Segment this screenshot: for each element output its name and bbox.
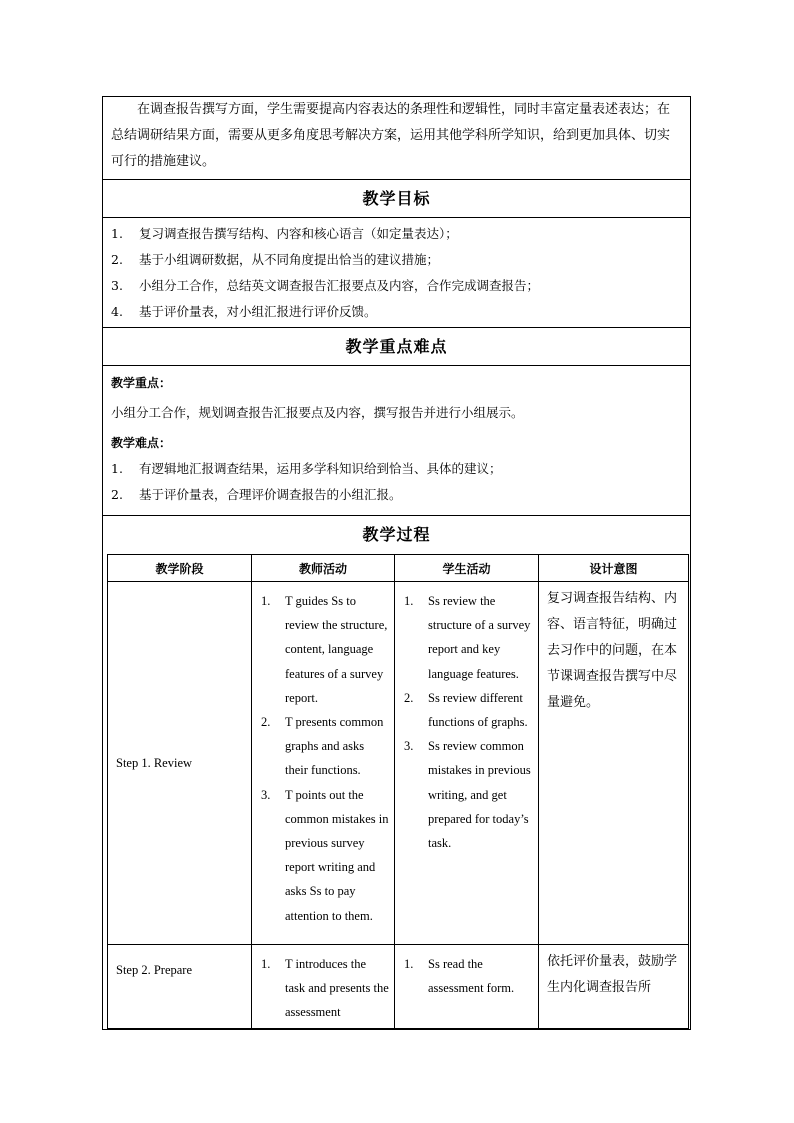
difficult-item: 1. 有逻辑地汇报调查结果，运用多学科知识给到恰当、具体的建议； [111,461,502,476]
objective-item: 4. 基于评价量表，对小组汇报进行评价反馈。 [111,304,377,319]
objective-item: 3. 小组分工合作，总结英文调查报告汇报要点及内容，合作完成调查报告； [111,278,540,293]
list-item: 3. T points out the common mistakes in previous survey report writing and asks Ss to pay attention to them. [261,787,389,923]
process-header-row [108,555,689,582]
list-item: 2. T presents common graphs and asks their functions. [261,715,384,778]
difficult-item: 2. 基于评价量表，合理评价调查报告的小组汇报。 [111,487,402,502]
objectives-heading: 教学目标 [103,180,690,218]
lesson-plan-table [102,96,691,1030]
col-student-header: 学生活动 [395,555,539,582]
intro-section [103,97,690,180]
objectives-list [103,218,690,328]
teacher-activity-cell [252,945,395,1029]
key-label: 教学重点： [111,376,172,390]
objective-item: 1. 复习调查报告撰写结构、内容和核心语言（如定量表达）； [111,226,458,241]
list-item: 1. T guides Ss to review the structure, content, language features of a survey report. [261,594,388,705]
col-intent-header: 设计意图 [539,555,689,582]
process-table [107,554,689,1029]
difficult-label: 教学难点： [111,436,172,450]
list-item: 3. Ss review common mistakes in previous writing, and get prepared for today’s task. [404,739,531,851]
design-intent-cell: 依托评价量表，鼓励学生内化调查报告所 [539,945,689,1029]
stage-cell: Step 2. Prepare [108,945,252,1029]
col-stage-header: 教学阶段 [108,555,252,582]
table-row [108,582,689,945]
intro-text: 在调查报告撰写方面，学生需要提高内容表达的条理性和逻辑性，同时丰富定量表述表达；在总结调研结果方面，需要从更多角度思考解决方案，运用其他学科所学知识，给到更加具体、切实可行的措施建议。 [111,102,671,169]
list-item: 2. Ss review different functions of graphs. [404,690,528,730]
stage-cell: Step 1. Review [108,582,252,945]
list-item: 1. T introduces the task and presents the assessment [261,957,389,1020]
teacher-activity-cell [252,582,395,945]
keypoints-section [103,366,690,516]
list-item: 1. Ss review the structure of a survey report and key language features. [404,594,531,681]
key-text: 小组分工合作，规划调查报告汇报要点及内容，撰写报告并进行小组展示。 [111,405,524,420]
objective-item: 2. 基于小组调研数据，从不同角度提出恰当的建议措施； [111,252,440,267]
design-intent-cell: 复习调查报告结构、内容、语言特征，明确过去习作中的问题，在本节课调查报告撰写中尽量避免。 [539,582,689,945]
table-row [108,945,689,1029]
col-teacher-header: 教师活动 [252,555,395,582]
keypoints-heading: 教学重点难点 [103,328,690,366]
list-item: 1. Ss read the assessment form. [404,957,515,996]
student-activity-cell [395,945,539,1029]
process-heading: 教学过程 [362,525,431,544]
student-activity-cell [395,582,539,945]
